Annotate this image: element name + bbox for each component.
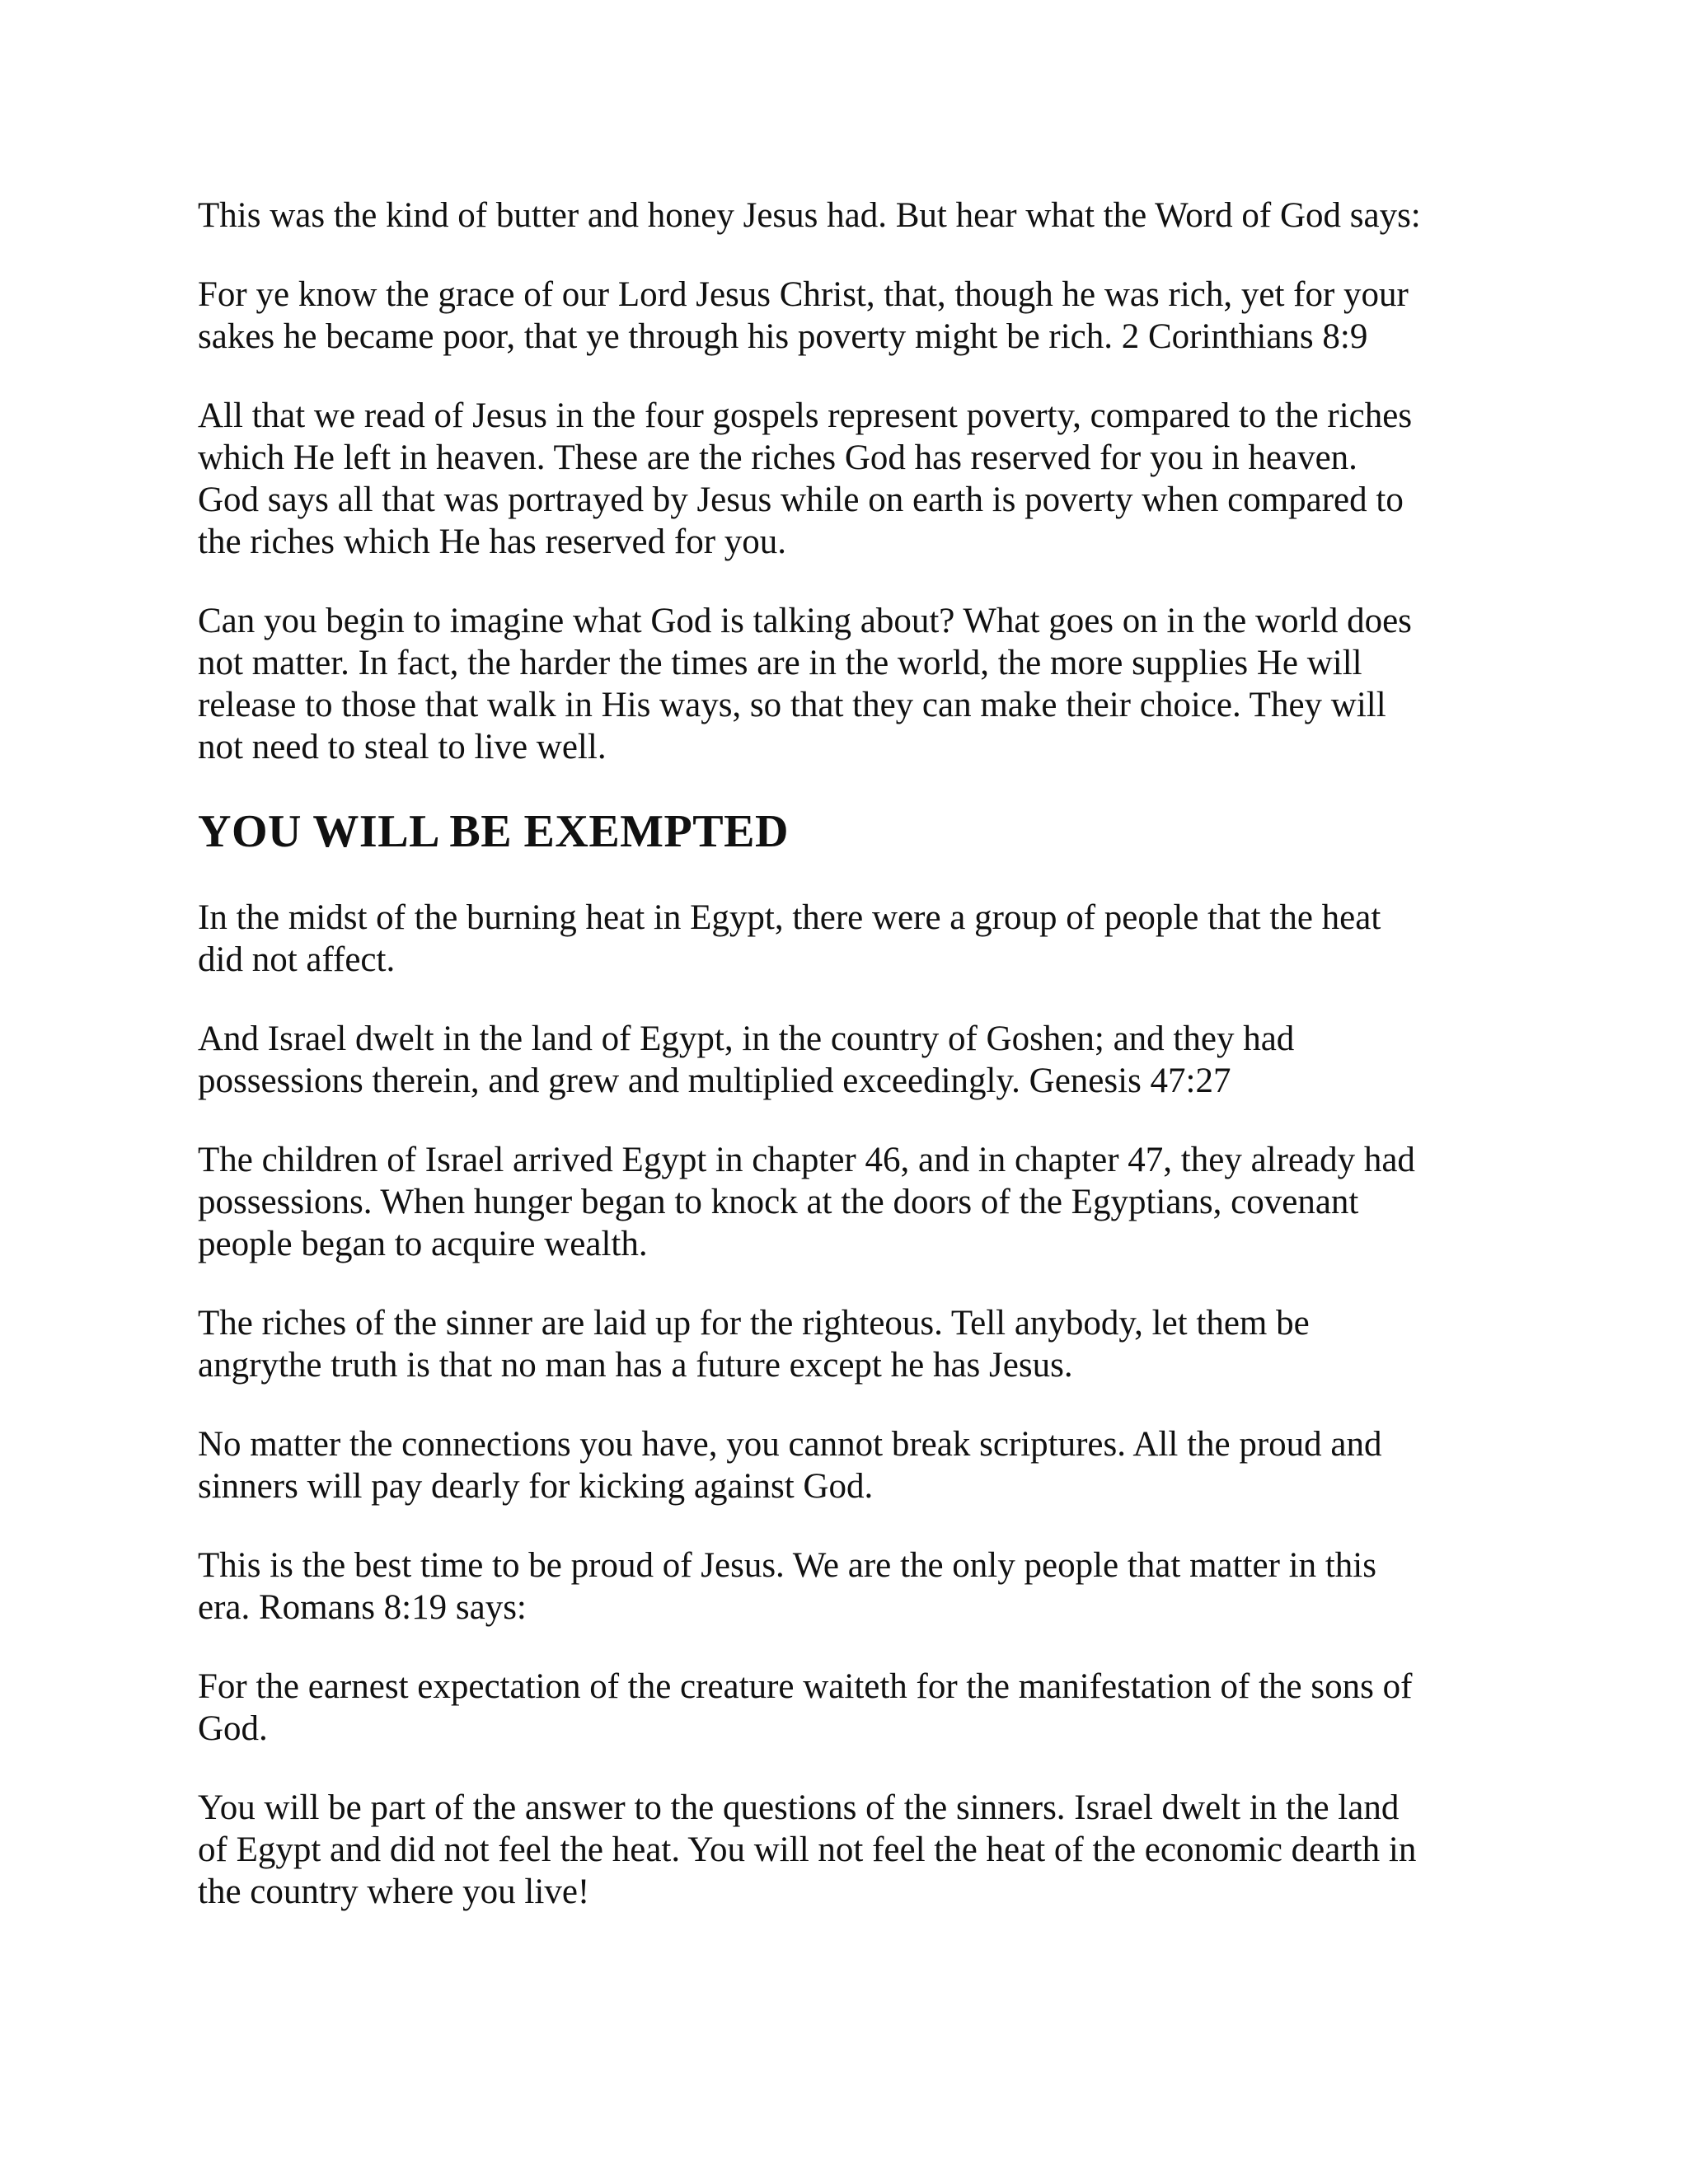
- paragraph-children-of-israel: The children of Israel arrived Egypt in chapter 46, and in chapter 47, they already had possessions. When hunger began to knock at the doors of the Egyptians, covenant people began to acquire wealth.: [198, 1141, 1415, 1263]
- paragraph-genesis: And Israel dwelt in the land of Egypt, in the country of Goshen; and they had possessions therein, and grew and multiplied exceedingly. Genesis 47:27: [198, 1019, 1295, 1100]
- paragraph-riches-of-sinner: The riches of the sinner are laid up for the righteous. Tell anybody, let them be angrythe truth is that no man has a future except he has Jesus.: [198, 1304, 1310, 1385]
- paragraph-burning-heat: In the midst of the burning heat in Egypt, there were a group of people that the heat did not affect.: [198, 898, 1381, 979]
- paragraph-2-corinthians: For ye know the grace of our Lord Jesus Christ, that, though he was rich, yet for your sakes he became poor, that ye through his poverty might be rich. 2 Corinthians 8:9: [198, 275, 1409, 356]
- paragraph-four-gospels: All that we read of Jesus in the four gospels represent poverty, compared to the riches which He left in heaven. These are the riches God has reserved for you in heaven. God says all that was portrayed by Jesus while on earth is poverty when compared to the riches which He has reserved for you.: [198, 396, 1413, 561]
- paragraph-answer: You will be part of the answer to the questions of the sinners. Israel dwelt in the land of Egypt and did not feel the heat. You will not feel the heat of the economic dearth in the country where you live!: [198, 1788, 1417, 1911]
- section-heading: YOU WILL BE EXEMPTED: [198, 806, 789, 857]
- paragraph-butter-honey: This was the kind of butter and honey Jesus had. But hear what the Word of God says:: [198, 196, 1421, 235]
- paragraph-proud-of-jesus: This is the best time to be proud of Jesus. We are the only people that matter in this era. Romans 8:19 says:: [198, 1546, 1376, 1627]
- paragraph-imagine: Can you begin to imagine what God is talking about? What goes on in the world does not matter. In fact, the harder the times are in the world, the more supplies He will release to those that walk in His ways, so that they can make their choice. They will not need to steal to live well.: [198, 602, 1412, 766]
- paragraph-earnest-expectation: For the earnest expectation of the creature waiteth for the manifestation of the sons of God.: [198, 1667, 1413, 1748]
- paragraph-connections: No matter the connections you have, you cannot break scriptures. All the proud and sinners will pay dearly for kicking against God.: [198, 1425, 1382, 1506]
- page-content: [198, 194, 1500, 1950]
